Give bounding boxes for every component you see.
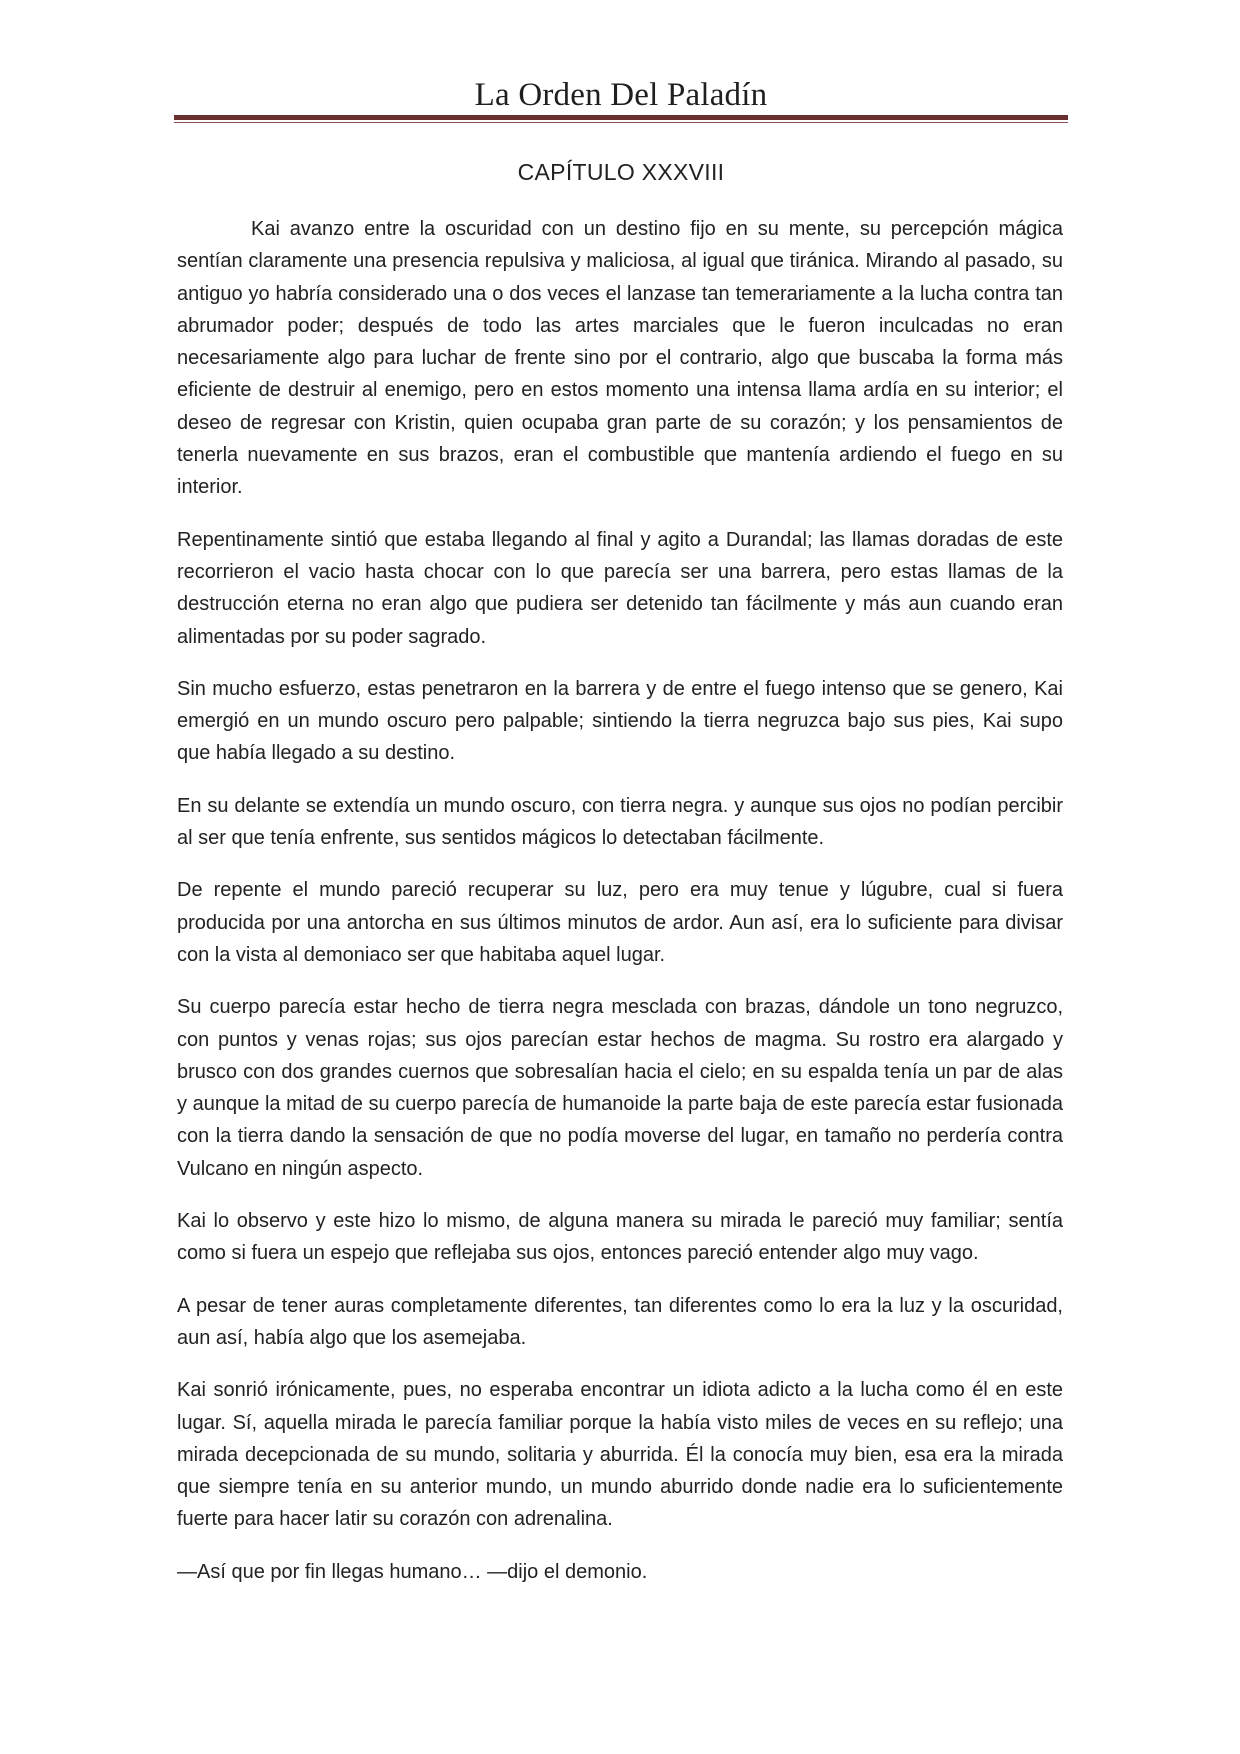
paragraph: En su delante se extendía un mundo oscuro, con tierra negra. y aunque sus ojos no podían percibir al ser que tenía enfrente, sus sentidos mágicos lo detectaban fácilmente. xyxy=(177,794,1063,850)
chapter-body xyxy=(177,213,1063,1608)
paragraph: A pesar de tener auras completamente diferentes, tan diferentes como lo era la luz y la oscuridad, aun así, había algo que los asemejaba. xyxy=(177,1294,1063,1349)
header-rule-thin xyxy=(174,122,1068,123)
paragraph: Repentinamente sintió que estaba llegando al final y agito a Durandal; las llamas doradas de este recorrieron el vacio hasta chocar con lo que parecía ser una barrera, pero estas llamas de la destrucción eterna no eran algo que pudiera ser detenido tan fácilmente y más aun cuando eran alimentadas por su poder sagrado. xyxy=(177,528,1063,648)
chapter-title: CAPÍTULO XXXVIII xyxy=(517,159,725,185)
page-header xyxy=(174,72,1068,118)
paragraph: Kai lo observo y este hizo lo mismo, de alguna manera su mirada le pareció muy familiar; sentía como si fuera un espejo que reflejaba sus ojos, entonces pareció entender algo muy vago. xyxy=(177,1210,1063,1265)
paragraph: Kai sonrió irónicamente, pues, no esperaba encontrar un idiota adicto a la lucha como él en este lugar. Sí, aquella mirada le parecía familiar porque la había visto miles de veces en su reflejo; una mirada decepcionada de su mundo, solitaria y aburrida. Él la conocía muy bien, esa era la mirada que siempre tenía en su anterior mundo, un mundo aburrido donde nadie era lo suficientemente fuerte para hacer latir su corazón con adrenalina. xyxy=(177,1379,1063,1531)
book-title: La Orden Del Paladín xyxy=(474,77,768,113)
dialogue-paragraph: —Así que por fin llegas humano… —dijo el demonio. xyxy=(177,1560,648,1583)
paragraph: Su cuerpo parecía estar hecho de tierra negra mesclada con brazas, dándole un tono negruzco, con puntos y venas rojas; sus ojos parecían estar hechos de magma. Su rostro era alargado y brusco con dos grandes cuernos que sobresalían hacia el cielo; en su espalda tenía un par de alas y aunque la mitad de su cuerpo parecía de humanoide la parte baja de este parecía estar fusionada con la tierra dando la sensación de que no podía moverse del lugar, en tamaño no perdería contra Vulcano en ningún aspecto. xyxy=(177,996,1063,1180)
header-rule-thick xyxy=(174,115,1068,120)
paragraph: Sin mucho esfuerzo, estas penetraron en la barrera y de entre el fuego intenso que se genero, Kai emergió en un mundo oscuro pero palpable; sintiendo la tierra negruzca bajo sus pies, Kai supo que había llegado a su destino. xyxy=(177,677,1063,765)
paragraph: Kai avanzo entre la oscuridad con un destino fijo en su mente, su percepción mágica sentían claramente una presencia repulsiva y maliciosa, al igual que tiránica. Mirando al pasado, su antiguo yo habría considerado una o dos veces el lanzase tan temerariamente a la lucha contra tan abrumador poder; después de todo las artes marciales que le fueron inculcadas no eran necesariamente algo para luchar de frente sino por el contrario, algo que buscaba la forma más eficiente de destruir al enemigo, pero en estos momento una intensa llama ardía en su interior; el deseo de regresar con Kristin, quien ocupaba gran parte de su corazón; y los pensamientos de tenerla nuevamente en sus brazos, eran el combustible que mantenía ardiendo el fuego en su interior. xyxy=(177,218,1063,499)
paragraph: De repente el mundo pareció recuperar su luz, pero era muy tenue y lúgubre, cual si fuera producida por una antorcha en sus últimos minutos de ardor. Aun así, era lo suficiente para divisar con la vista al demoniaco ser que habitaba aquel lugar. xyxy=(177,879,1063,966)
